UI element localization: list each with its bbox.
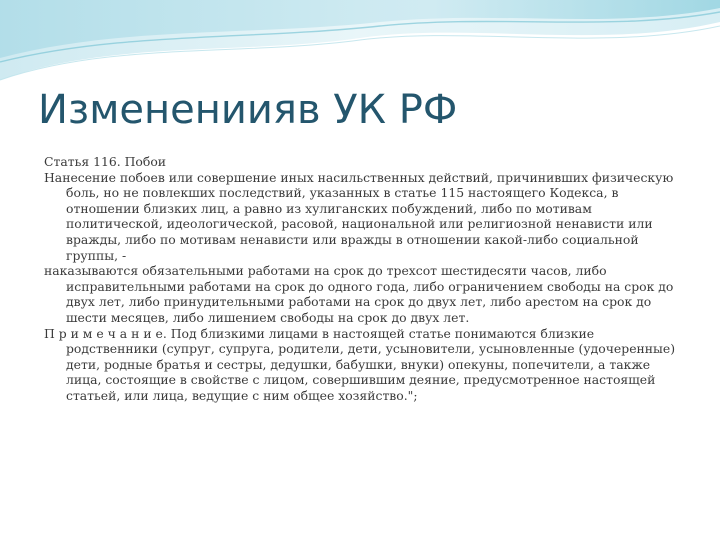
article-heading: Статья 116. Побои [44, 154, 167, 169]
header-wave-decoration [0, 0, 720, 100]
paragraph-offense: Нанесение побоев или совершение иных насильственных действий, причинивших физическую боль, но не повлекших последствий, указанных в статье 115 настоящего Кодекса, в отношении близких лиц, а равно из хулиганских побуждений, либо по мотивам политической, идеологической, расовой, национальной или религиозной ненависти или вражды, либо по мотивам ненависти или вражды в отношении какой-либо социальной группы, - [44, 169, 674, 263]
paragraph-note [44, 326, 676, 404]
note-label: П р и м е ч а н и е. [44, 325, 167, 341]
note-text: Под близкими лицами в настоящей статье понимаются близкие родственники (супруг, супруга, родители, дети, усыновители, усыновленные (удочеренные) дети, родные братья и сестры, дедушки, бабушки, внуки) опекуны, попечители, а также лица, состоящие в свойстве с лицом, совершившим деяние, предусмотренное настоящей статьей, или лица, ведущие с ним общее хозяйство."; [66, 325, 676, 403]
paragraph-punishment: наказываются обязательными работами на срок до трехсот шестидесяти часов, либо исправительными работами на срок до одного года, либо ограничением свободы на срок до двух лет, либо принудительными работами на срок до двух лет, либо арестом на срок до шести месяцев, либо лишением свободы на срок до двух лет. [44, 263, 674, 325]
slide-body [44, 154, 676, 404]
slide-title: Изменениияв УК РФ [38, 87, 458, 133]
